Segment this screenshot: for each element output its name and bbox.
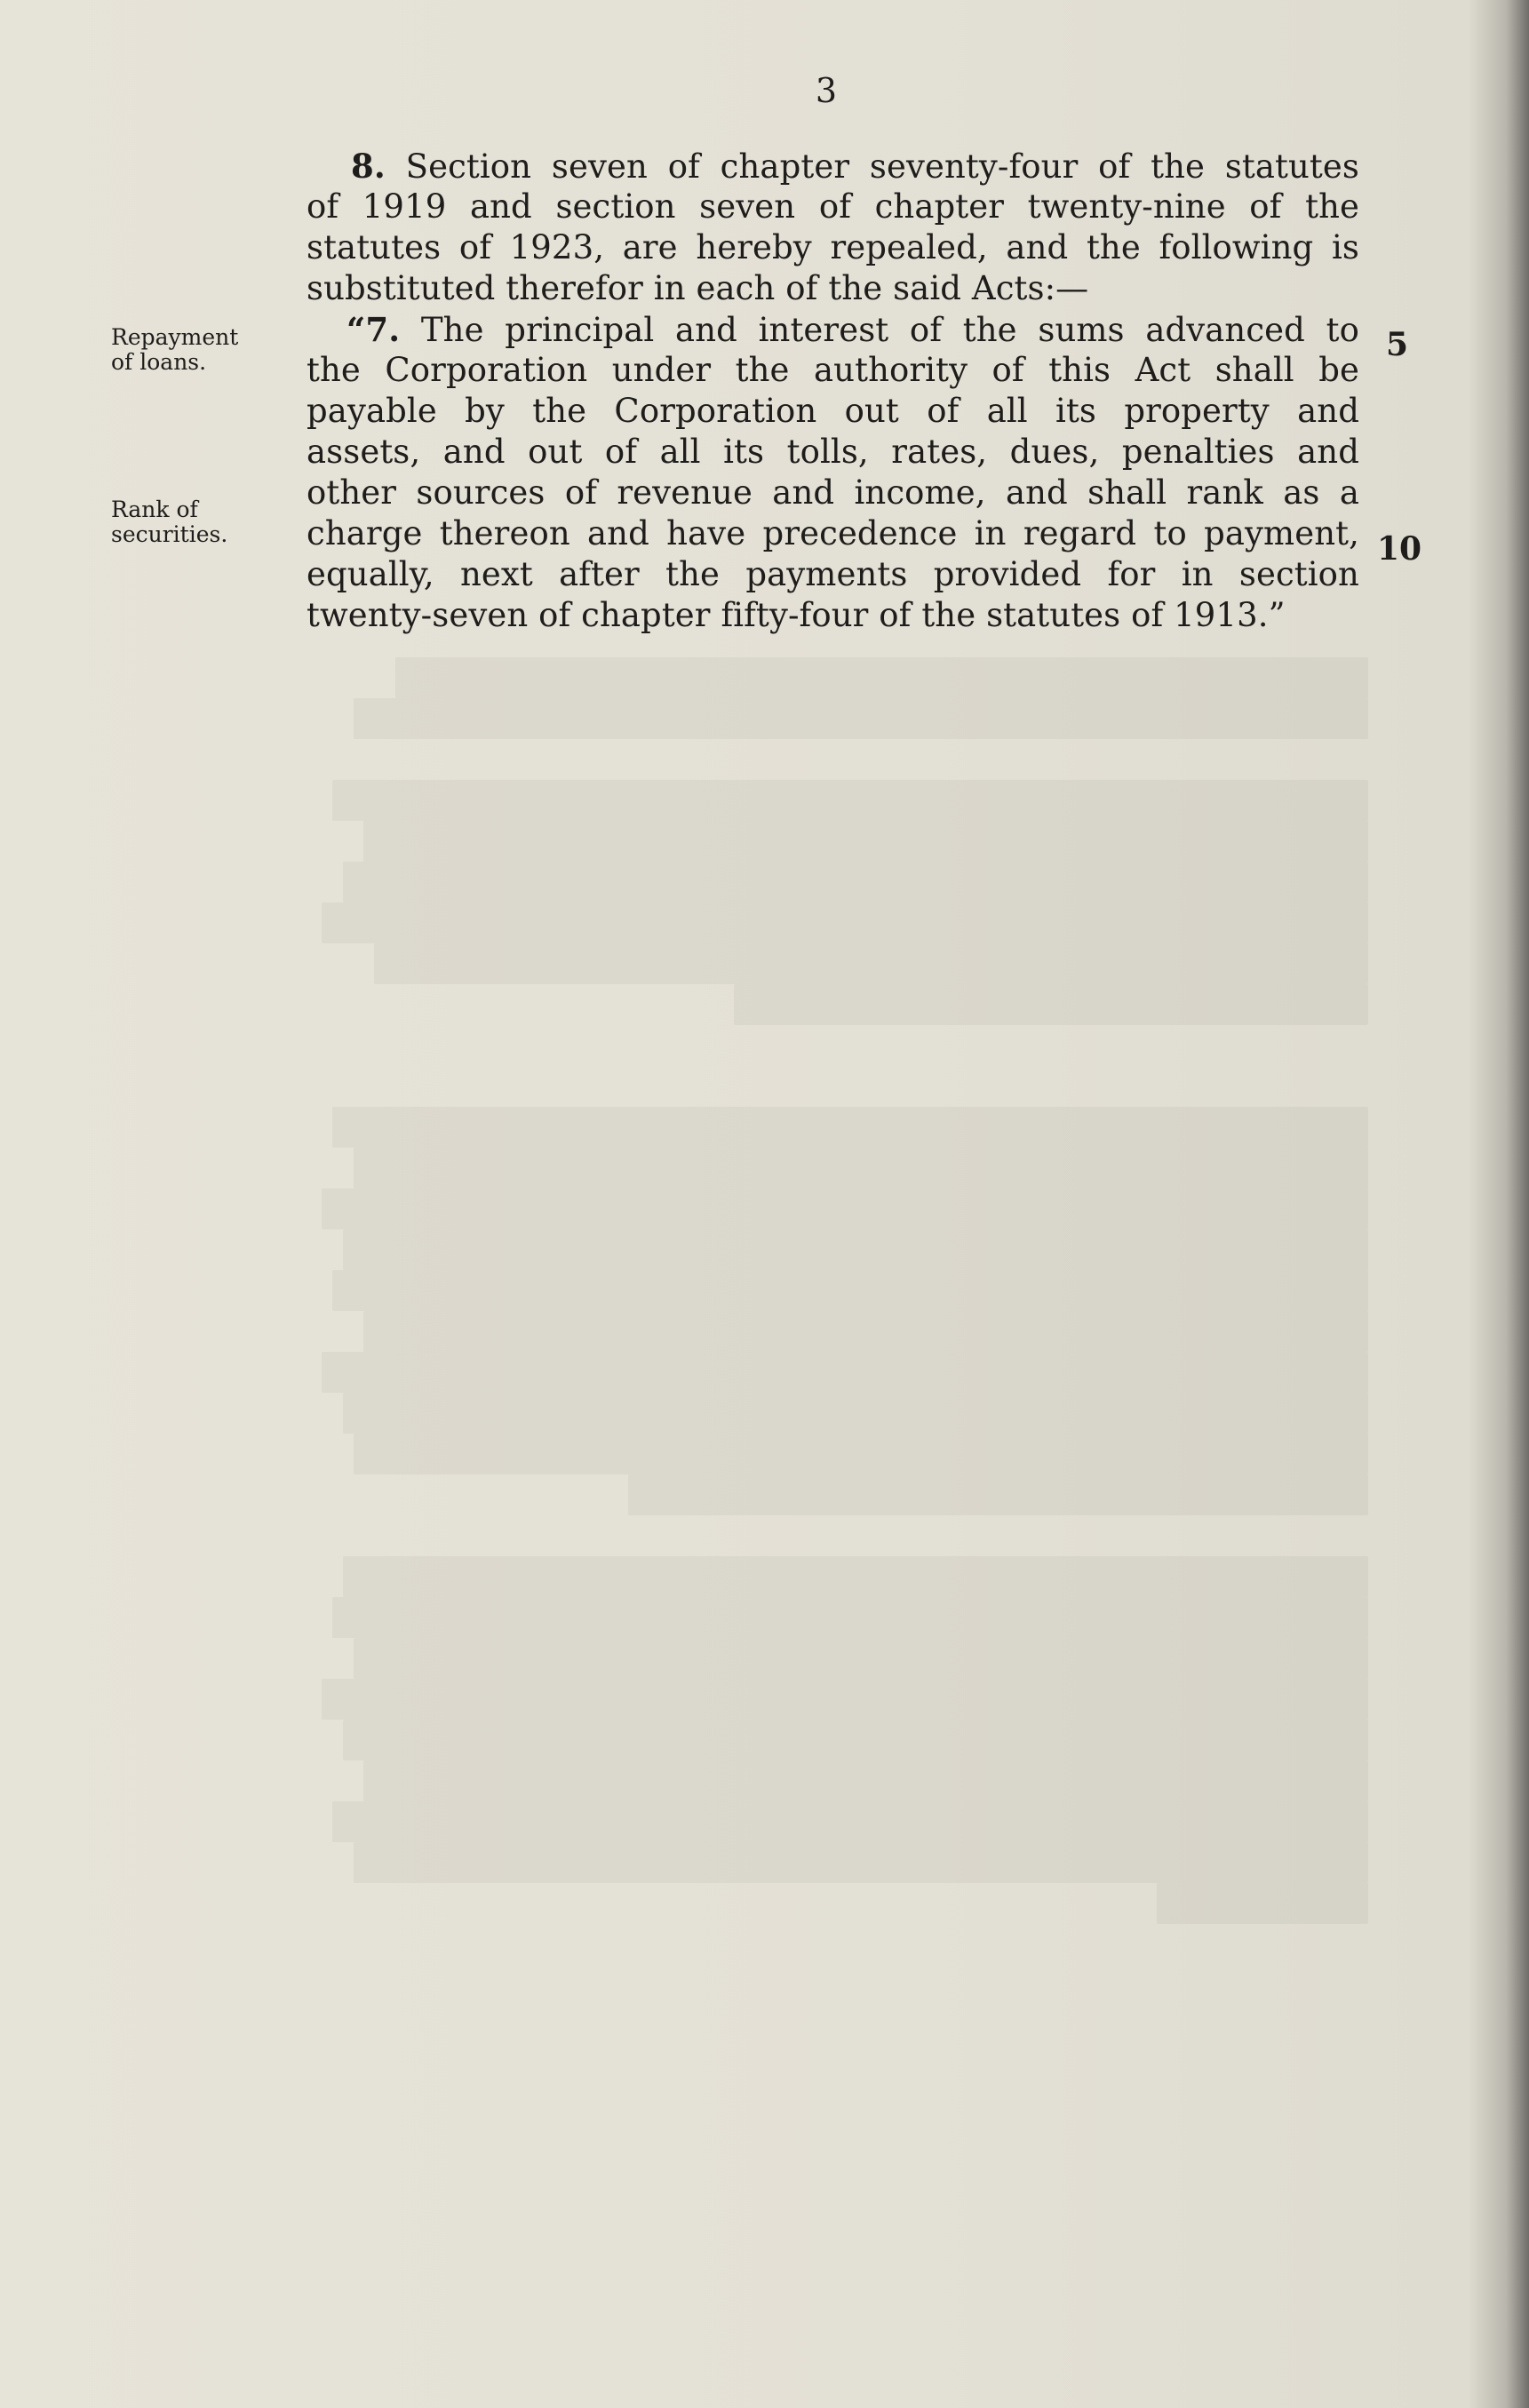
margin-note-line: securities.: [111, 521, 228, 547]
text-line: [307, 146, 1359, 187]
subsection-line: charge thereon and have precedence in regard to payment,: [307, 514, 1359, 552]
subsection-line: assets, and out of all its tolls, rates, dues, penalties and: [307, 433, 1359, 471]
margin-note-rank: [111, 497, 280, 547]
subsection-line: twenty-seven of chapter fifty-four of the statutes of 1913.”: [307, 596, 1286, 634]
section-line: statutes of 1923, are hereby repealed, and the following is: [307, 228, 1359, 266]
line-number: 5: [1386, 326, 1409, 363]
section-line: of 1919 and section seven of chapter twenty-nine of the: [307, 187, 1359, 226]
subsection-number: “7.: [346, 310, 401, 349]
subsection-line: payable by the Corporation out of all its property and: [307, 392, 1359, 430]
text-line: [307, 309, 1359, 350]
page-number: 3: [815, 71, 838, 110]
margin-note-line: of loans.: [111, 349, 207, 375]
subsection-line: The principal and interest of the sums advanced to: [420, 311, 1359, 349]
line-number: 10: [1377, 530, 1422, 568]
section-line: Section seven of chapter seventy-four of the statutes: [405, 147, 1359, 186]
section-body: [307, 146, 1359, 636]
margin-note-line: Repayment: [111, 324, 239, 350]
subsection-line: the Corporation under the authority of this Act shall be: [307, 351, 1359, 389]
margin-note-repayment: [111, 325, 280, 375]
subsection-line: equally, next after the payments provided for in section: [307, 555, 1359, 593]
section-line: substituted therefor in each of the said Acts:—: [307, 269, 1089, 307]
section-number: 8.: [351, 147, 386, 186]
margin-note-line: Rank of: [111, 497, 198, 522]
bleed-through-texture: [311, 657, 1368, 1924]
subsection-line: other sources of revenue and income, and shall rank as a: [307, 473, 1359, 512]
